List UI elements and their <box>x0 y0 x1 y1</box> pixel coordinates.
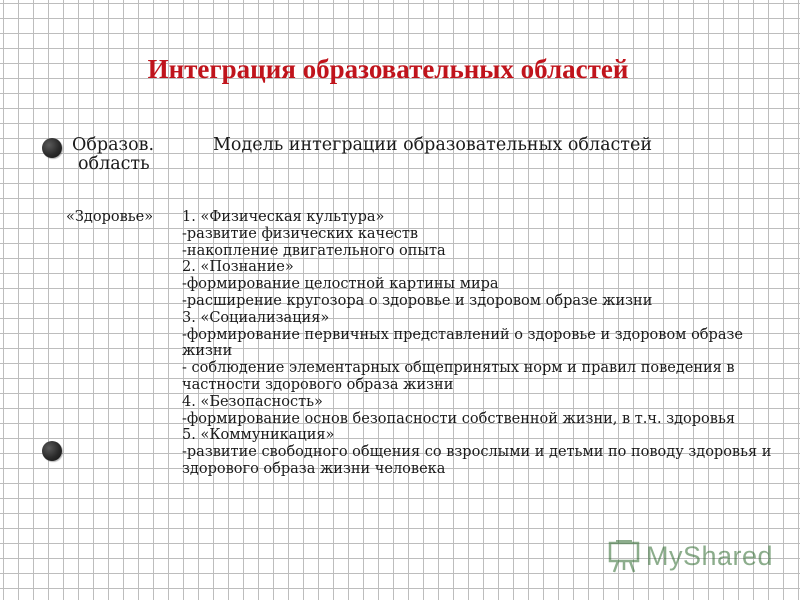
list-item: - соблюдение элементарных общепринятых норм и правил поведения в частности здорового образа жизни <box>182 360 735 393</box>
list-item: -формирование основ безопасности собственной жизни, в т.ч. здоровья <box>182 410 735 427</box>
watermark-text: MyShared <box>646 540 774 571</box>
list-item: -формирование целостной картины мира <box>182 276 499 293</box>
list-item: 3. «Социализация» <box>182 309 330 326</box>
list-item: 4. «Безопасность» <box>182 393 323 410</box>
list-item: -развитие свободного общения со взрослыми и детьми по поводу здоровья и здорового образа жизни человека <box>182 444 772 477</box>
list-item: -развитие физических качеств <box>182 225 419 242</box>
list-item: -формирование первичных представлений о здоровье и здоровом образе жизни <box>182 326 743 360</box>
column-header-area-line2: область <box>78 154 150 174</box>
list-item: -расширение кругозора о здоровье и здоровом образе жизни <box>182 292 653 309</box>
slide-title: Интеграция образовательных областей <box>147 54 629 84</box>
column-header-area-line1: Образов. <box>72 135 155 155</box>
list-item: 1. «Физическая культура» <box>182 209 385 225</box>
bullet-icon <box>42 138 62 158</box>
list-item: -накопление двигательного опыта <box>182 242 446 259</box>
watermark <box>606 536 773 576</box>
bullet-icon <box>42 441 62 461</box>
presentation-board-icon <box>606 538 642 574</box>
area-name: «Здоровье» <box>66 209 154 225</box>
column-header-area <box>72 136 154 174</box>
column-header-model: Модель интеграции образовательных областей <box>213 135 653 155</box>
list-item: 5. «Коммуникация» <box>182 427 335 444</box>
integration-list <box>182 209 782 478</box>
list-item: 2. «Познание» <box>182 259 294 276</box>
